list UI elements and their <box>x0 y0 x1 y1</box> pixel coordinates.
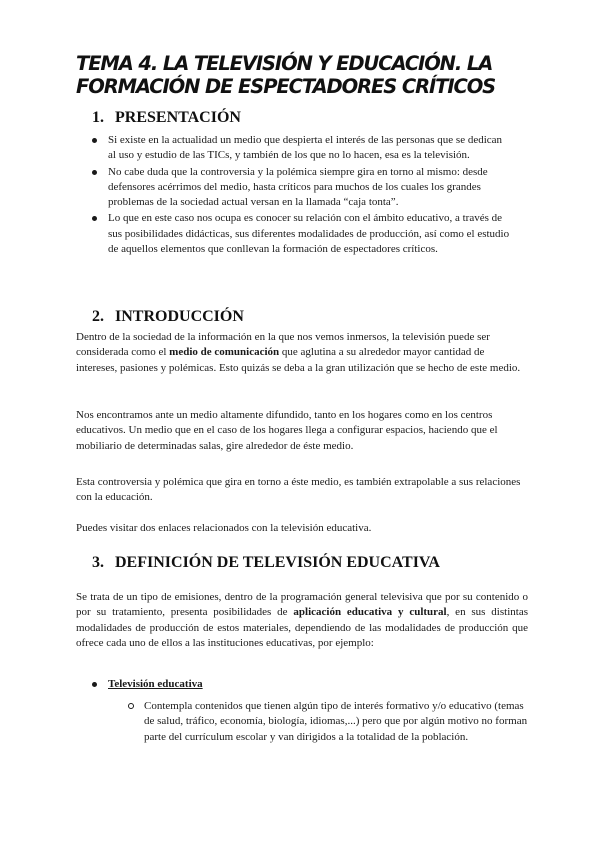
presentacion-bullet-list <box>92 133 512 258</box>
list-item <box>92 165 512 211</box>
paragraph-text: Se trata de un tipo de emisiones, dentro de la programación general televisiva que por su contenido o por su tratamiento, presenta posibilidades de <box>76 591 528 619</box>
bullet-icon <box>92 682 97 687</box>
bold-term: medio de comunicación <box>169 346 280 359</box>
intro-paragraph-1 <box>76 330 528 376</box>
section-heading-presentacion <box>92 109 241 127</box>
sub-list-item <box>128 699 528 745</box>
bold-term: aplicación educativa y cultural <box>293 606 447 619</box>
section-heading-definicion <box>92 554 440 572</box>
intro-paragraph-2: Nos encontramos ante un medio altamente difundido, tanto en los hogares como en los centros educativos. Un medio que en el caso de los hogares llega a configurar espacios, haciendo que el mobiliario de determinadas salas, gire alrededor de éste medio. <box>76 409 498 452</box>
title-line-1: TEMA 4. LA TELEVISIÓN Y EDUCACIÓN. LA <box>76 52 493 75</box>
bullet-text: Si existe en la actualidad un medio que despierta el interés de las personas que se dedican al uso y estudio de las TICs, y también de los que no lo hacen, esa es la televisión. <box>108 134 503 162</box>
list-item <box>92 211 512 257</box>
hollow-bullet-icon <box>128 703 134 709</box>
list-item <box>92 133 512 164</box>
definicion-paragraph <box>76 590 528 651</box>
section-heading-introduccion <box>92 308 244 326</box>
intro-paragraph-3: Esta controversia y polémica que gira en torno a éste medio, es también extrapolable a sus relaciones con la educación. <box>76 476 521 504</box>
bullet-icon <box>92 216 97 221</box>
bullet-icon <box>92 138 97 143</box>
paragraph-text: Dentro de la sociedad de la información en la que nos vemos inmersos, la televisión puede ser considerada como el <box>76 331 490 359</box>
intro-paragraph-4: Puedes visitar dos enlaces relacionados con la televisión educativa. <box>76 522 372 534</box>
section-number: 3. <box>92 554 104 571</box>
bullet-text: Lo que en este caso nos ocupa es conocer su relación con el ámbito educativo, a través de sus posibilidades didácticas, sus diferentes modalidades de producción, así como el estudio de aquellos elementos que conllevan la formación de espectadores críticos. <box>108 212 510 256</box>
bullet-text: No cabe duda que la controversia y la polémica siempre gira en torno al mismo: desde defensores acérrimos del medio, hasta críticos para muchos de los cuales los grandes problemas de la sociedad actual versan en la llamada “caja tonta”. <box>108 165 488 209</box>
section-title: PRESENTACIÓN <box>115 109 241 126</box>
document-title <box>76 52 536 98</box>
item-label: Televisión educativa <box>108 678 203 690</box>
section-number: 1. <box>92 109 104 126</box>
section-title: DEFINICIÓN DE TELEVISIÓN EDUCATIVA <box>115 554 440 571</box>
title-line-2: FORMACIÓN DE ESPECTADORES CRÍTICOS <box>76 75 496 98</box>
paragraph-text: que aglutina a su alrededor mayor cantidad de intereses, pasiones y polémicas. Esto quizás se deba a la gran utilización que se hecho de este medio. <box>76 346 521 374</box>
paragraph-text: , en sus distintas modalidades de producción de estos materiales, dependiendo de las modalidades de producción que ofrece cada uno de ellos a las instituciones educativas, por ejemplo: <box>76 606 528 649</box>
sub-item-text: Contempla contenidos que tienen algún tipo de interés formativo y/o educativo (temas de salud, tráfico, economía, biología, idiomas,...) pero que por algún motivo no forman parte del currículum escolar y van dirigidos a la totalidad de la población. <box>144 700 528 743</box>
bullet-icon <box>92 170 97 175</box>
section-title: INTRODUCCIÓN <box>115 308 244 325</box>
list-item-television-educativa <box>92 677 512 692</box>
section-number: 2. <box>92 308 104 325</box>
